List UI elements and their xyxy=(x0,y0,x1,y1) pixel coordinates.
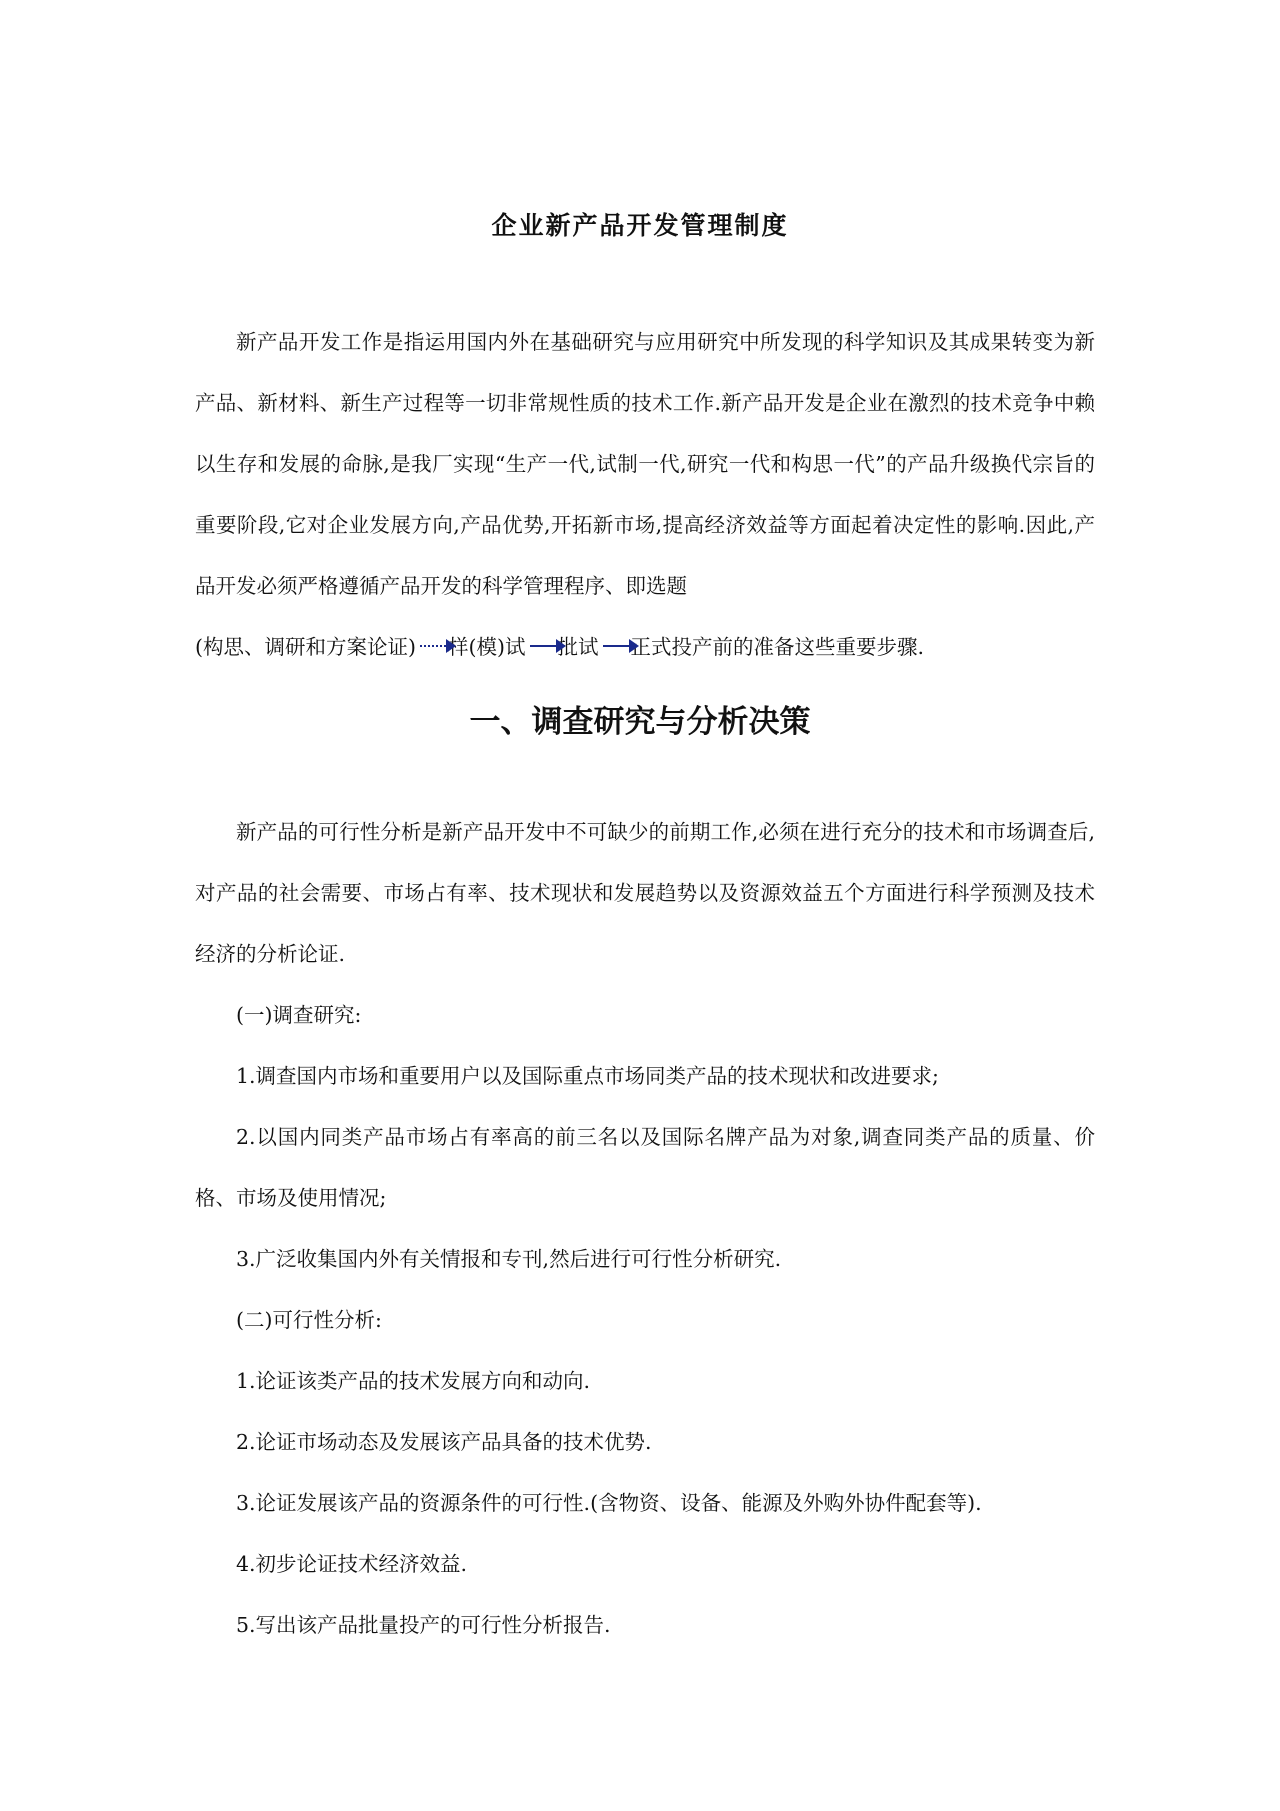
list-item: 1.调查国内市场和重要用户以及国际重点市场同类产品的技术现状和改进要求; xyxy=(236,1064,939,1088)
arrow-right-icon xyxy=(530,636,572,656)
document-title: 企业新产品开发管理制度 xyxy=(491,211,789,240)
list-item: 5.写出该产品批量投产的可行性分析报告. xyxy=(236,1613,611,1637)
list-item: 3.广泛收集国内外有关情报和专刊,然后进行可行性分析研究. xyxy=(236,1247,782,1271)
step-concept: (构思、调研和方案论证) xyxy=(195,635,416,659)
list-item: 4.初步论证技术经济效益. xyxy=(236,1552,468,1576)
intro-paragraph xyxy=(195,312,1095,678)
intro-paragraph-main: 新产品开发工作是指运用国内外在基础研究与应用研究中所发现的科学知识及其成果转变为新产品、新材料、新生产过程等一切非常规性质的技术工作.新产品开发是企业在激烈的技术竞争中赖以生存和发展的命脉,是我厂实现“生产一代,试制一代,研究一代和构思一代”的产品升级换代宗旨的重要阶段,它对企业发展方向,产品优势,开拓新市场,提高经济效益等方面起着决定性的影响.因此,产品开发必须严格遵循产品开发的科学管理程序、即选题 xyxy=(195,330,1095,598)
list-item: 2.以国内同类产品市场占有率高的前三名以及国际名牌产品为对象,调查同类产品的质量、价格、市场及使用情况; xyxy=(195,1125,1095,1210)
arrow-right-icon xyxy=(603,636,645,656)
intro-section xyxy=(195,312,1095,678)
step-production-prep: 正式投产前的准备这些重要步骤. xyxy=(630,635,925,659)
section-heading: 一、调查研究与分析决策 xyxy=(469,704,811,740)
section-body xyxy=(195,802,1095,1656)
step-batch-trial: 批试 xyxy=(557,635,599,659)
arrow-right-icon xyxy=(420,636,462,656)
subsection-heading: (一)调查研究: xyxy=(236,1003,362,1027)
list-item: 2.论证市场动态及发展该产品具备的技术优势. xyxy=(236,1430,652,1454)
section-paragraph: 新产品的可行性分析是新产品开发中不可缺少的前期工作,必须在进行充分的技术和市场调查后,对产品的社会需要、市场占有率、技术现状和发展趋势以及资源效益五个方面进行科学预测及技术经济的分析论证. xyxy=(195,820,1095,966)
list-item: 1.论证该类产品的技术发展方向和动向. xyxy=(236,1369,591,1393)
list-item: 3.论证发展该产品的资源条件的可行性.(含物资、设备、能源及外购外协件配套等). xyxy=(236,1491,982,1515)
subsection-heading: (二)可行性分析: xyxy=(236,1308,382,1332)
step-sample-trial: 样(模)试 xyxy=(448,635,526,659)
